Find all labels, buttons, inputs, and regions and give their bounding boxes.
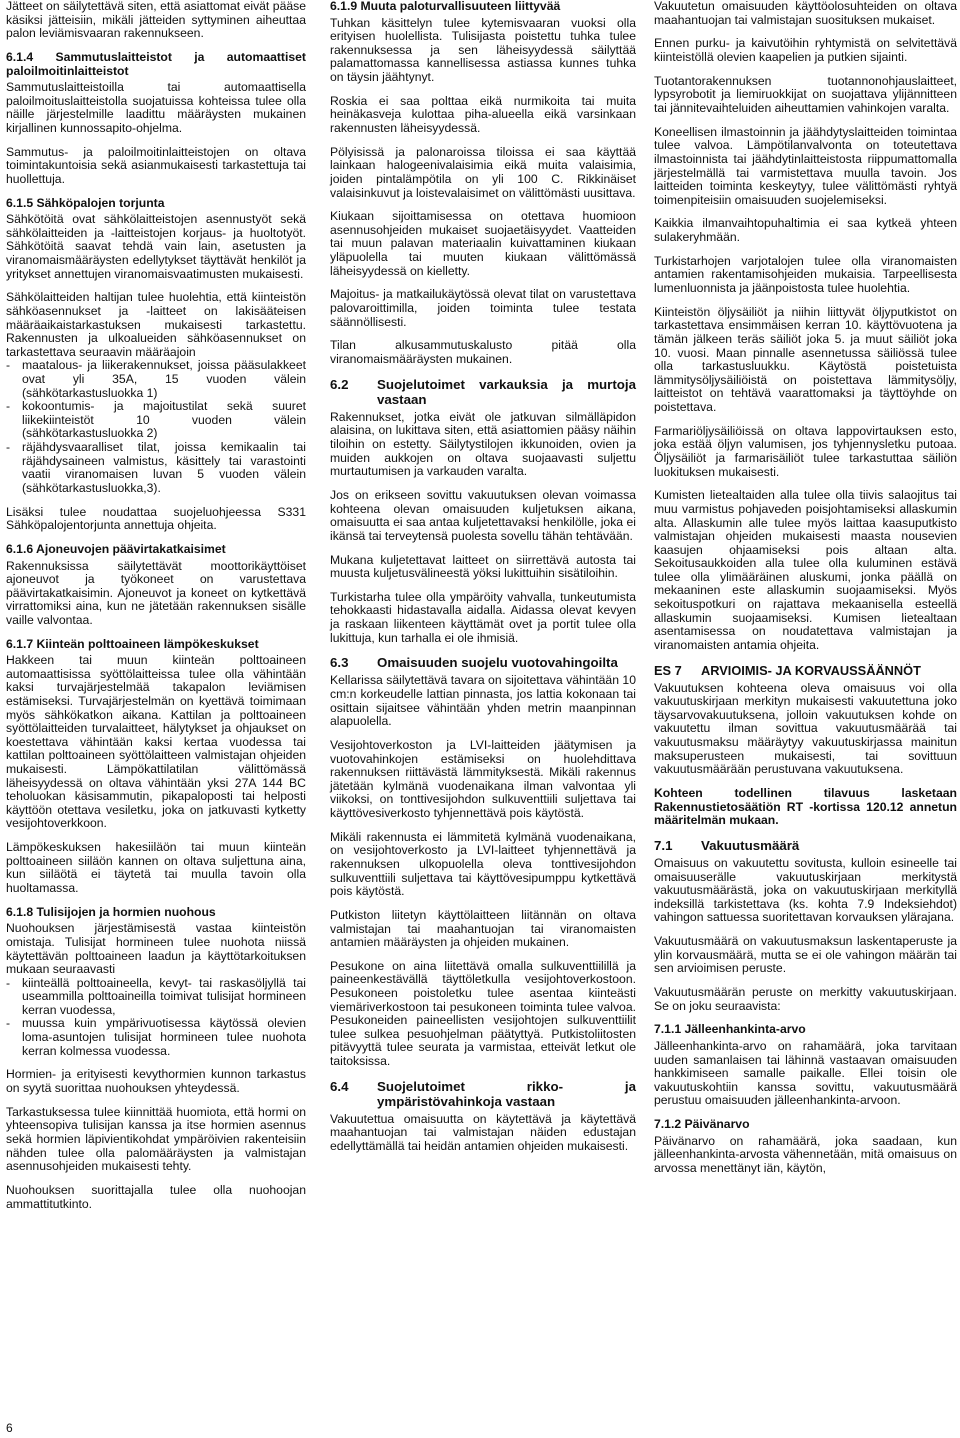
paragraph: Mikäli rakennusta ei lämmitetä kylmänä vuodenaikana, on vesijohtoverkosto ja LVI-laitteet tyhjennettävä ja rakennuksen ulkopuolella oleva tonttivesijohdon sulkuventtiili suljettava tai käyttövesipumppu kytkettävä pois käytöstä.: [330, 829, 636, 899]
paragraph: Turkistarha tulee olla ympäröity vahvalla, tunkeutumista tehokkaasti hidastavalla aidalla. Aidassa olevat kevyen ja raskaan liikenteen käyttämät ovet ja portit tulee olla lukittuja, kun tarhalla ei ole ihmisiä.: [330, 589, 636, 645]
paragraph: Tilan alkusammutuskalusto pitää olla viranomaismääräysten mukainen.: [330, 338, 636, 366]
paragraph: Koneellisen ilmastoinnin ja jäähdytyslaitteiden toimintaa tulee valvoa. Lämpötilanvalvonta on toteutettava ilmastoinnista tai jäähdytinlaitteistosta riippumattomalla järjestelmällä tai varmistettava muulla tavoin. Jos laitteiden toiminta keskeytyy, tulee välittömästi ryhtyä toimenpiteisiin omaisuuden suojelemiseksi.: [654, 124, 957, 207]
paragraph: Päivänarvo on rahamäärä, joka saadaan, kun jälleenhankinta-arvosta vähennetään, mitä omaisuus on arvossa menettänyt iän, käytön,: [654, 1133, 957, 1175]
paragraph: Vesijohtoverkoston ja LVI-laitteiden jäätymisen ja vuotovahinkojen estämiseksi on huolehdittava rakennuksen riittävästä lämmityksestä. Mikäli rakennus jätetään kylmänä vuodenaikana ilman valvontaa yli viikoksi, on tonttivesijohdon sulkuventtiili suljettava tai käyttövesiverkosto tyhjennettävä pois käytöstä.: [330, 738, 636, 820]
column-left: [6, 0, 306, 1221]
paragraph: Pölyisissä ja palonaroissa tiloissa ei saa käyttää lainkaan halogeenivalaisimia eikä muita valaisimia, joiden pintalämpötila on yli 100 C. Rikkinäiset valaisinkuvut ja loistevalaisimet on välittömästi uusittava.: [330, 144, 636, 200]
paragraph: Vakuutettua omaisuutta on käytettävä ja käytettävä maahantuojan tai valmistajan näiden edustajan edellyttämällä tai heidän antamien ohjeiden mukaisesti.: [330, 1111, 636, 1153]
paragraph: Kellarissa säilytettävä tavara on sijoitettava vähintään 10 cm:n korkeudelle lattian pinnasta, jos lattia kokonaan tai osittain sijaitsee vähintään yhden metrin maanpinnan alapuolella.: [330, 673, 636, 729]
section-heading: 6.4 Suojelutoimet rikko- ja ympäristövahinkoja vastaan: [330, 1078, 636, 1109]
paragraph: Kumisten lietealtaiden alla tulee olla tiivis salaojitus tai muu varmistus pohjaveden poisjohtamiseksi allaskumin alta. Allaskumin alle tulee myös laittaa kaasuputkisto valmistajan ohjeiden mukaisesti maasta nousevien kaasujen ohjaamiseksi pois altaan alta. Sekoitusaukkoiden alla tulee olla kuluminen estävä tulee olla ylimääräinen aluskumi, jonka päällä on mekaaninen este allaskumin suojaamiseksi. Myös sekoituspotkuri on rajattava mekaanisella esteellä allaskumin suojaamiseksi. Kumisen lietealtaan asentamisessa on noudatettava valmistajan ja viranomaisten antamia ohjeita.: [654, 488, 957, 652]
paragraph: Sähkölaitteiden haltijan tulee huolehtia, että kiinteistön sähköasennukset ja -laitteet on lakisääteisen määräaikaistarkastuksen mukaisesti tarkastettu. Rakennusten ja ulkoalueiden sähköasennukset on tarkastettava seuraavin määräajoin: [6, 290, 306, 359]
paragraph: Tarkastuksessa tulee kiinnittää huomiota, että hormi on yhteensopiva tulisijan kanssa ja itse hormien asennus sekä hormien läpivientikohdat ympäröivien rakenteisiin nähden tulee olla palomääräysten ja valmistajan asennusohjeiden mukaisesti tehty.: [6, 1104, 306, 1174]
paragraph: Rakennuksissa säilytettävät moottorikäyttöiset ajoneuvot ja työkoneet on varustettava päävirtakatkaisimin. Ajoneuvot ja koneet on kytkettävä virrattomiksi aina, kun ne jätetään rakennuksen sisälle vaille valvontaa.: [6, 558, 306, 627]
section-heading: 6.1.8 Tulisijojen ja hormien nuohous: [6, 904, 216, 919]
paragraph: Farmariöljysäiliöissä on oltava lappovirtauksen esto, joka estää öljyn valumisen, jos tyhjennysletku putoaa. Öljysäiliöt ja farmarisäiliöt tulee tarkastuttaa säiliön luokituksen mukaisesti.: [654, 423, 957, 479]
section-heading: 7.1.2 Päivänarvo: [654, 1117, 750, 1132]
page-number: 6: [6, 1421, 13, 1435]
list-item: - muussa kuin ympärivuotisessa käytössä olevien loma-asuntojen tulisijat hormineen tulee nuohota kerran kolmessa vuodessa.: [6, 1016, 306, 1058]
dash-list: [6, 359, 306, 495]
paragraph: Rakennukset, jotka eivät ole jatkuvan silmälläpidon alaisina, on lukittava siten, että asiattomien pääsy näihin tiloihin on estetty. Säilytystilojen ikkunoiden, ovien ja muiden aukkojen on oltava suojaavasti suljettu murtautumisen ja varkauden varalta.: [330, 409, 636, 479]
list-item: - maatalous- ja liikerakennukset, joissa pääsulakkeet ovat yli 35A, 15 vuoden välein (sähkötarkastusluokka 1): [6, 358, 306, 400]
paragraph: Lämpökeskuksen hakesiiläön tai muun kiinteän polttoaineen siiläön kannen on oltava suljettuna aina, kun siiläötä ei täytetä tai muulla tavoin olla huoltamassa.: [6, 840, 306, 895]
paragraph: Tuotantorakennuksen tuotannonohjauslaitteet, lypsyrobotit ja liemiruokkijat on suojattava ylijännitteen tai jännitevaihteluiden aiheuttamien vahinkojen varalta.: [654, 73, 957, 115]
paragraph: Mukana kuljetettavat laitteet on siirrettävä autosta tai muusta kuljetusvälineestä yöksi lukittuihin sisätiloihin.: [330, 552, 636, 581]
paragraph: Tuhkan käsittelyn tulee kytemisvaaran vuoksi olla erityisen huolellista. Tulisijasta poistettu tuhka tulee rakennuksessa ja sen läheisyydessä säilyttää palamattomassa kannellisessa astiassa kunnes tuhka on täysin jäähtynyt.: [330, 15, 636, 84]
paragraph: Majoitus- ja matkailukäytössä olevat tilat on varustettava palovaroittimilla, joiden toiminta tulee testata säännöllisesti.: [330, 287, 636, 329]
paragraph: Kiukaan sijoittamisessa on otettava huomioon asennusohjeiden mukaiset suojaetäisyydet. Vaatteiden tai muun palavan materiaalin kuivattaminen kiukaan yläpuolella tai muuten kiukaan välittömässä läheisyydessä on kielletty.: [330, 209, 636, 278]
section-heading: 6.1.7 Kiinteän polttoaineen lämpökeskukset: [6, 636, 259, 651]
paragraph: Nuohouksen järjestämisestä vastaa kiinteistön omistaja. Tulisijat hormineen tulee nuohota niissä käytettävän polttoaineen laadun ja käyttötarkoituksen mukaan seuraavasti: [6, 921, 306, 977]
paragraph: Turkistarhojen varjotalojen tulee olla viranomaisten antamien rakentamisohjeiden mukaisia. Tarpeellisesta lumenluonnista ja jäänpoistosta tulee huolehtia.: [654, 253, 957, 296]
section-heading: 6.1.4 Sammutuslaitteistot ja automaattiset paloilmoitinlaitteistot: [6, 49, 306, 78]
paragraph: Hormien- ja erityisesti kevythormien kunnon tarkastus on syytä suorittaa nuohouksen yhteydessä.: [6, 1067, 306, 1096]
paragraph: Sammutuslaitteistoilla tai automaattisella paloilmoituslaitteistolla suojatuissa kohteissa tulee olla näille järjestelmille laadittu määräysten mukainen kirjallinen kunnossapito-ohjelma.: [6, 80, 306, 135]
paragraph: Kaikkia ilmanvaihtopuhaltimia ei saa kytkeä yhteen sulakeryhmään.: [654, 216, 957, 245]
paragraph: Vakuutetun omaisuuden käyttöolosuhteiden on oltava maahantuojan tai valmistajan suosituksen mukaiset.: [654, 0, 957, 27]
section-heading: 7.1.1 Jälleenhankinta-arvo: [654, 1022, 806, 1037]
column-right: [654, 0, 957, 1186]
dash-list: [6, 977, 306, 1059]
paragraph: Omaisuus on vakuutettu sovitusta, kulloin esineelle tai omaisuuserälle vakuutuskirjaan merkitystä vakuutusmäärästä, joka on vakuutuskirjaan merkityllä indeksillä tarkistettava (ks. kohta 7.9 Indeksiehdot) vahingon sattuessa suoritettavan korvauksen ylärajana.: [654, 855, 957, 925]
paragraph: Jälleenhankinta-arvo on rahamäärä, joka tarvitaan uuden samanlaisen tai lähinnä vastaavan omaisuuden hankkimiseen samalle paikalle. Ellei toisin ole vakuutuskohtiin kanssa sovittu, vakuutusmäärä perustuu omaisuuden jälleenhankinta-arvoon.: [654, 1039, 957, 1108]
paragraph-bold: Kohteen todellinen tilavuus lasketaan Rakennustietosäätiön RT -kortissa 120.12 annetun määritelmän mukaan.: [654, 785, 957, 828]
list-item: - kiinteällä polttoaineella, kevyt- tai raskasöljyllä tai useammilla polttoaineilla toimivat tulisijat hormineen kerran vuodessa,: [6, 975, 306, 1017]
paragraph: Vakuutusmäärä on vakuutusmaksun laskentaperuste ja ylin korvausmäärä, mutta se ei ole vahingon määrän tai sen arvioimisen peruste.: [654, 934, 957, 976]
section-heading: 6.1.5 Sähköpalojen torjunta: [6, 195, 165, 210]
section-heading: 6.1.9 Muuta paloturvallisuuteen liittyvää: [330, 0, 561, 13]
paragraph: Vakuutusmäärän peruste on merkitty vakuutuskirjaan. Se on joku seuraavista:: [654, 985, 957, 1013]
paragraph: Lisäksi tulee noudattaa suojeluohjeessa S331 Sähköpalojentorjunta annettuja ohjeita.: [6, 504, 306, 533]
paragraph: Ennen purku- ja kaivutöihin ryhtymistä on selvitettävä kiinteistöllä olevien kaapelien ja putkien sijainti.: [654, 36, 957, 64]
section-heading: 6.1.6 Ajoneuvojen päävirtakatkaisimet: [6, 541, 226, 556]
section-heading: 6.2 Suojelutoimet varkauksia ja murtoja vastaan: [330, 376, 636, 407]
paragraph: Vakuutuksen kohteena oleva omaisuus voi olla vakuutuskirjaan merkityn mukaisesti vakuutettuna joko täysarvovakuutuksena, jolloin vakuutuksen kohde on vakuutettu ilman sovittua vakuutusmäärää tai vakuutusmaksu määräytyy vakuutuskirjassa mainitun maksuperusteen mukaisesti, tai sovittuun vakuutusmäärään perustuvana vakuutuksena.: [654, 680, 957, 777]
column-middle: [330, 0, 636, 1164]
paragraph: Kiinteistön öljysäiliöt ja niihin liittyvät öljyputkistot on tarkastettava ensimmäisen kerran 10. käyttövuotena ja tämän jälkeen teräs säiliöt joka 5. ja muut säiliöt joka 10. vuosi. Maan pinnalle asennetussa säiliössä tulee olla tarkastusluukku. Käytöstä poistetuista lämmitysöljysäiliöistä on poistettava lämmitysöljy, laitteistot on tehtävä vaarattomaksi ja täyttöyhde on poistettava.: [654, 304, 957, 414]
section-heading: 6.3 Omaisuuden suojelu vuotovahingoilta: [330, 655, 618, 671]
paragraph: Nuohouksen suorittajalla tulee olla nuohoojan ammattitutkinto.: [6, 1182, 306, 1211]
section-heading: 7.1 Vakuutusmäärä: [654, 837, 800, 853]
chapter-heading: ES 7 ARVIOIMIS- JA KORVAUSSÄÄNNÖT: [654, 662, 921, 678]
list-item: - kokoontumis- ja majoitustilat sekä suuret liikekiinteistöt 10 vuoden välein (sähkötarkastusluokka 2): [6, 399, 306, 441]
list-item: - räjähdysvaaralliset tilat, joissa kemikaalin tai räjähdysaineen valmistus, käsittely tai varastointi vaatii viranomaisen luvan 5 vuoden välein (sähkötarkastusluokka,3).: [6, 439, 306, 495]
paragraph: Sähkötöitä ovat sähkölaitteistojen asennustyöt sekä sähkölaitteiden ja -laitteistojen korjaus- ja huoltotyöt. Sähkötöitä saavat tehdä vain lain, asetusten ja viranomaismääräysten edellytykset täyttävät henkilöt ja yritykset annettujen viranomaisvaatimusten mukaisesti.: [6, 212, 306, 281]
paragraph: Hakkeen tai muun kiinteän polttoaineen automaattisissa syöttölaitteissa tulee olla vähintään kaksi turvajärjestelmää takapalon leviämisen estämiseksi. Turvajärjestelmän on kyettävä toimimaan myös sähkökatkon aikana. Kattilan ja polttoaineen syöttölaitteiden turvalaitteet, hälytykset ja ohjaukset on koestettava vähintään kaksi kertaa vuodessa tai kattilan polttoaineen syöttölaitteen valmistajan ohjeiden mukaisesti. Lämpökattilatilan välittömässä läheisyydessä on oltava vähintään yksi 27A 144 BC teholuokan käsisammutin, pikapaloposti tai helposti käyttöön otettava vesiletku, joka on jatkuvasti kytketty vesijohtoverkkoon.: [6, 653, 306, 831]
paragraph: Putkiston liitetyn käyttölaitteen liitännän on oltava valmistajan tai maahantuojan tai viranomaisten antamien määräysten ja ohjeiden mukainen.: [330, 907, 636, 950]
paragraph: Roskia ei saa polttaa eikä nurmikoita tai muita heinäkasveja kulottaa piha-alueella eikä varsinkaan rakennusten läheisyydessä.: [330, 93, 636, 135]
paragraph: Sammutus- ja paloilmoitinlaitteistojen on oltava toimintakuntoisia sekä asianmukaisesti tarkastettuja tai huollettuja.: [6, 144, 306, 186]
paragraph: Pesukone on aina liitettävä omalla sulkuventtiilillä ja paineenkestävällä täyttöletkulla vesijohtoverkostoon. Pesukoneen poistoletku tulee asentaa kiinteästi viemäriverkostoon tai pesukoneen toiminta tulee valvoa. Pesukoneiden paineellisten vesijohtojen sulkuventtiilit tulee sulkea pesuohjelman päätyttyä. Putkistoliitosten pitävyyttä tulee seurata ja varmistaa, etteivät letkut ole taitoksissa.: [330, 958, 636, 1069]
paragraph: Jätteet on säilytettävä siten, että asiattomat eivät pääse käsiksi jätteisiin, mikäli jätteiden syttyminen aiheuttaa palon leviämisvaaran rakennukseen.: [6, 0, 306, 41]
paragraph: Jos on erikseen sovittu vakuutuksen olevan voimassa kohteena olevan omaisuuden kuljetuksen aikana, omaisuutta ei saa antaa kuljetettavaksi henkilölle, joka ei ikänsä tai terveytensä puolesta sovellu tähän tehtävään.: [330, 487, 636, 543]
